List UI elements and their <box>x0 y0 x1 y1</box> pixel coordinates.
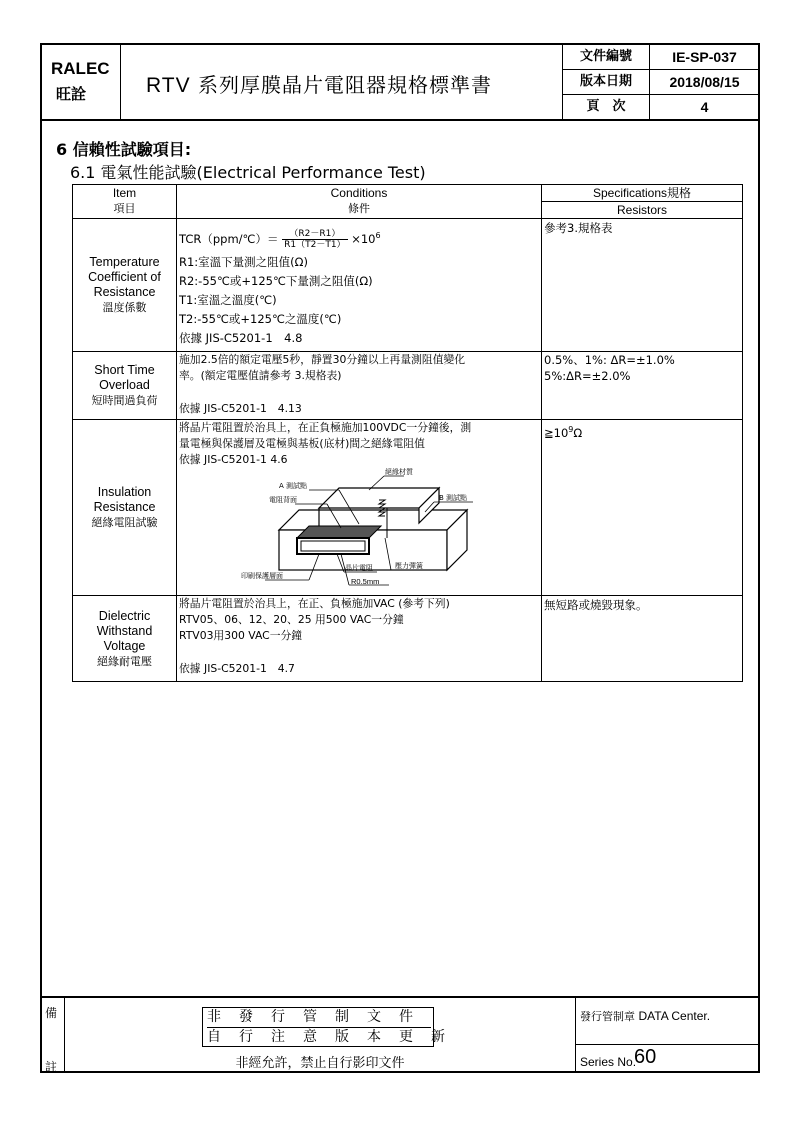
col-conditions-header <box>177 185 542 219</box>
uncontrolled-stamp <box>202 1007 463 1047</box>
col-item-en: Item <box>112 186 137 200</box>
condition-line: 率。(額定電壓值請參考 3.規格表) <box>179 369 342 382</box>
item-line-zh: 絕緣電阻試驗 <box>91 516 158 529</box>
item-line: Insulation <box>97 485 152 499</box>
section-subtitle: 6.1 電氣性能試驗(Electrical Performance Test) <box>70 163 426 182</box>
company-name-en: RALEC <box>51 59 110 78</box>
copy-notice: 非經允許，禁止自行影印文件 <box>235 1056 405 1071</box>
table-header-row <box>73 185 743 202</box>
row-conditions-overload <box>177 352 542 420</box>
footer-notice <box>65 998 576 1073</box>
row-conditions-tcr <box>177 219 542 352</box>
spec-unit: Ω <box>573 425 583 440</box>
issue-stamp <box>580 1008 710 1024</box>
row-conditions-insulation <box>177 420 542 596</box>
tcr-multiplier: ×10 <box>351 231 376 246</box>
item-line-zh: 短時間過負荷 <box>91 394 158 407</box>
series-value: 60 <box>634 1046 657 1068</box>
page-number-value: 4 <box>700 99 709 115</box>
item-line: Overload <box>99 378 150 392</box>
label-resistor-face: 電阻背面 <box>269 496 297 504</box>
condition-line: T2:-55℃或+125℃之溫度(℃) <box>179 312 342 326</box>
label-radius: R0.5mm <box>351 577 380 586</box>
document-header <box>42 45 758 121</box>
document-frame <box>40 43 760 1073</box>
section-title: 6 信賴性試驗項目: <box>56 140 192 159</box>
table-row <box>73 420 743 596</box>
tcr-formula <box>179 219 539 253</box>
col-conditions-zh: 條件 <box>348 202 370 215</box>
table-row <box>73 219 743 352</box>
page-number-row <box>563 95 759 119</box>
table-row <box>73 596 743 682</box>
spec-line <box>544 420 740 443</box>
stamp-line-1: 非發行管制文件 <box>207 1008 431 1028</box>
col-spec-subheader: Resistors <box>542 202 743 219</box>
insulation-test-diagram <box>229 468 509 588</box>
footer-issue-info <box>576 998 758 1073</box>
item-line-zh: 絕緣耐電壓 <box>97 654 152 668</box>
row-spec-tcr <box>542 219 743 352</box>
item-line: Short Time <box>94 363 155 377</box>
item-line: Dielectric <box>98 608 151 623</box>
spec-line: 0.5%、1%: ΔR=±1.0% <box>544 353 675 367</box>
condition-line: 量電極與保護層及電極與基板(底材)間之絕緣電阻值 <box>179 437 425 450</box>
condition-line: 施加2.5倍的額定電壓5秒，靜置30分鐘以上再量測阻值變化 <box>179 353 466 366</box>
label-insulator: 絕緣材質 <box>385 468 413 476</box>
condition-line: R1:室溫下量測之阻值(Ω) <box>179 255 308 269</box>
item-line: Voltage <box>103 638 146 653</box>
spec-line: 5%:ΔR=±2.0% <box>544 369 631 383</box>
title-suffix: 系列厚膜晶片電阻器規格標準書 <box>197 73 492 97</box>
condition-line: 將晶片電阻置於治具上，在正負極施加100VDC一分鐘後，測 <box>179 421 472 434</box>
issue-label: 發行管制章 <box>580 1010 635 1023</box>
series-label: Series No. <box>580 1055 637 1069</box>
document-meta <box>562 45 759 119</box>
test-table <box>72 184 743 682</box>
issue-value: DATA Center. <box>638 1009 711 1023</box>
tcr-numerator: （R2－R1） <box>282 229 347 240</box>
page-number-label: 頁 次 <box>563 95 650 119</box>
row-item-insulation <box>73 420 177 596</box>
table-row <box>73 352 743 420</box>
series-number <box>576 1044 758 1074</box>
item-line-zh: 溫度係數 <box>102 301 147 314</box>
title-prefix: RTV <box>146 74 191 97</box>
row-item-tcr <box>73 219 177 352</box>
version-date-value: 2018/08/15 <box>669 74 740 90</box>
spec-prefix: ≧10 <box>544 425 569 440</box>
condition-line: R2:-55℃或+125℃下量測之阻值(Ω) <box>179 274 373 288</box>
spec-line: 無短路或燒毀現象。 <box>544 598 648 612</box>
col-item-header <box>73 185 177 219</box>
tcr-exponent: 6 <box>375 231 381 240</box>
label-probe-b: B 測試點 <box>439 494 468 502</box>
label-chip: 晶片電阻 <box>345 564 373 572</box>
spec-line: 參考3.規格表 <box>544 221 613 235</box>
version-date-row <box>563 70 759 95</box>
doc-number-row <box>563 45 759 70</box>
company-name-zh: 旺詮 <box>56 85 87 103</box>
remark-label-top: 備 <box>45 1006 58 1020</box>
row-spec-overload <box>542 352 743 420</box>
doc-number-value: IE-SP-037 <box>672 49 737 65</box>
condition-line: 將晶片電阻置於治具上，在正、負極施加VAC (參考下列) <box>179 597 450 610</box>
condition-line: T1:室溫之溫度(℃) <box>179 293 277 307</box>
version-date-label: 版本日期 <box>563 70 650 94</box>
condition-line <box>179 644 539 660</box>
condition-line: 依據 JIS-C5201-1 4.8 <box>179 331 303 345</box>
item-line: Resistance <box>93 500 156 514</box>
col-spec-header: Specifications規格 <box>542 185 743 202</box>
row-item-overload <box>73 352 177 420</box>
tcr-fraction <box>282 229 347 250</box>
item-line: Temperature <box>89 255 160 269</box>
item-line: Coefficient of <box>88 270 161 284</box>
tcr-prefix: TCR（ppm/℃）＝ <box>179 231 279 246</box>
tcr-denominator: R1（T2－T1） <box>284 239 346 250</box>
spec-exponent: 9 <box>568 425 574 434</box>
row-item-dielectric <box>73 596 177 682</box>
col-item-zh: 項目 <box>113 202 136 215</box>
remarks-column <box>42 998 65 1073</box>
item-line: Resistance <box>93 285 156 299</box>
company-logo <box>42 45 121 119</box>
condition-line: RTV03用300 VAC一分鐘 <box>179 629 303 642</box>
label-spring: 壓力彈簧 <box>395 562 423 570</box>
label-probe-a: A 測試點 <box>279 482 308 490</box>
label-protect-face: 印刷保護層面 <box>241 572 283 580</box>
condition-line: RTV05、06、12、20、25 用500 VAC一分鐘 <box>179 613 404 626</box>
remark-label-bottom: 註 <box>45 1060 58 1074</box>
document-footer <box>42 996 758 1073</box>
col-conditions-en: Conditions <box>330 186 388 200</box>
item-line: Withstand <box>96 623 153 638</box>
row-spec-insulation <box>542 420 743 596</box>
stamp-line-2: 自行注意版本更新 <box>207 1029 463 1045</box>
condition-line: 依據 JIS-C5201-1 4.6 <box>179 453 288 466</box>
document-title <box>146 69 492 98</box>
row-conditions-dielectric <box>177 596 542 682</box>
row-spec-dielectric <box>542 596 743 682</box>
condition-line: 依據 JIS-C5201-1 4.13 <box>179 402 302 415</box>
condition-line: 依據 JIS-C5201-1 4.7 <box>179 662 295 675</box>
doc-number-label: 文件編號 <box>563 45 650 69</box>
condition-line <box>179 384 539 400</box>
